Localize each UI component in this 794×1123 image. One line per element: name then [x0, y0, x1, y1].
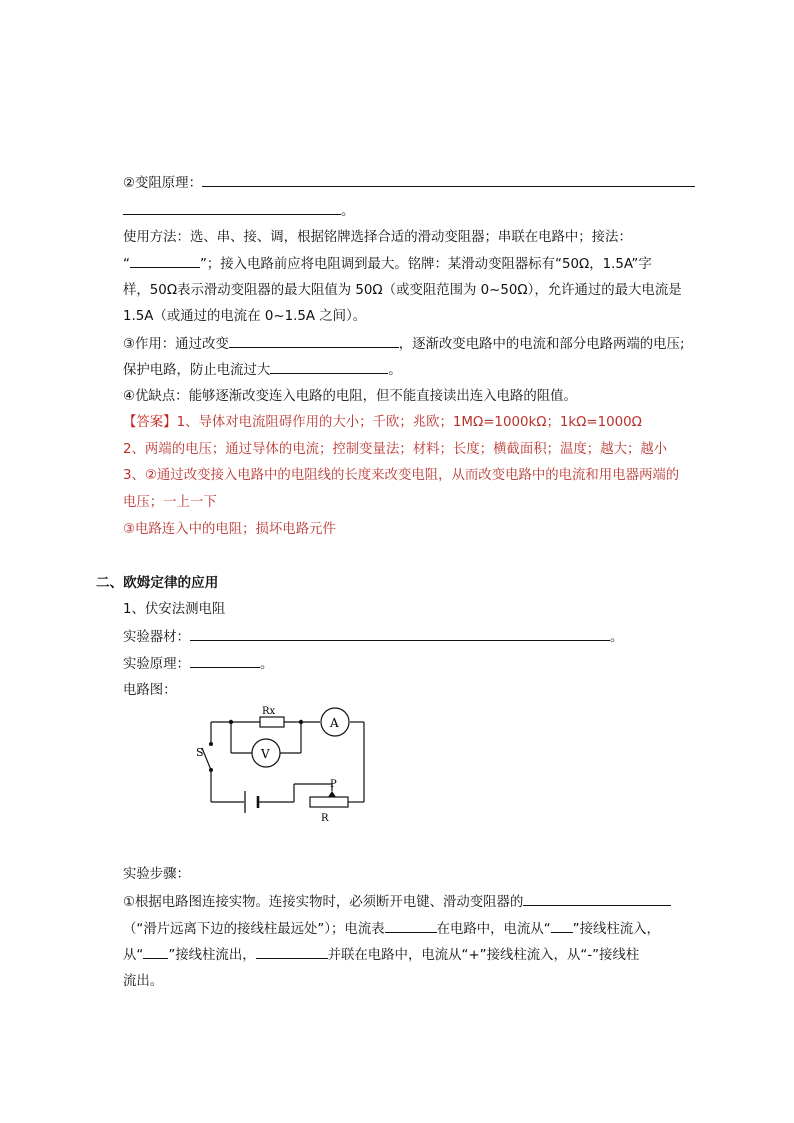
step1-line-2: （“滑片远离下边的接线柱最远处”）；电流表 在电路中，电流从“ ”接线柱流入，	[123, 918, 660, 941]
function-line: ③作用：通过改变 ，逐渐改变电路中的电流和部分电路两端的电压;	[123, 333, 684, 356]
slider-label: P	[330, 779, 337, 790]
function-blank[interactable]	[229, 333, 399, 348]
section-title: 二、欧姆定律的应用	[96, 575, 219, 591]
usage-line-2: “ ”；接入电路前应将电阻调到最大。铭牌：某滑动变阻器标有“50Ω，1.5A”字	[123, 253, 652, 276]
slider-arrow-icon	[328, 791, 336, 797]
step1-line-4: 流出。	[123, 974, 164, 989]
principle-line-2: 。	[123, 200, 354, 223]
equipment-blank[interactable]	[190, 626, 610, 641]
principle-line	[123, 172, 695, 195]
usage-line-4: 1.5A（或通过的电流在 0~1.5A 之间）。	[123, 309, 367, 324]
junction-dot	[209, 742, 213, 746]
voltmeter-blank[interactable]	[256, 944, 328, 959]
principle-blank[interactable]	[202, 172, 695, 187]
voltmeter-label: V	[261, 747, 270, 761]
equipment-line: 实验器材： 。	[123, 626, 623, 649]
rheostat-icon	[310, 797, 348, 807]
battery-icon	[245, 791, 258, 813]
principle-blank-2[interactable]	[123, 200, 341, 215]
junction-dot	[229, 720, 233, 724]
usage-line-3: 样，50Ω表示滑动变阻器的最大阻值为 50Ω（或变阻范围为 0~50Ω），允许通过的最大电流是	[123, 283, 682, 298]
answer-line-4: 电压；一上一下	[123, 495, 217, 510]
answer-line-2: 2、两端的电压；通过导体的电流；控制变量法；材料；长度；横截面积；温度；越大；越小	[123, 442, 668, 457]
steps-label: 实验步骤：	[123, 867, 190, 882]
answer-line-5: ③电路连入中的电阻；损坏电路元件	[123, 522, 336, 537]
step1-line-1: ①根据电路图连接实物。连接实物时，必须断开电键、滑动变阻器的	[123, 891, 671, 914]
resistor-rx-icon	[260, 717, 284, 727]
answer-line-1: 【答案】1、导体对电流阻碍作用的大小；千欧；兆欧；1MΩ=1000kΩ；1kΩ=1000Ω	[123, 415, 642, 430]
current-in-blank[interactable]	[551, 918, 573, 933]
junction-dot	[299, 720, 303, 724]
circuit-diagram	[190, 700, 380, 830]
slider-position-blank[interactable]	[523, 891, 671, 906]
answer-line-3: 3、②通过改变接入电路中的电阻线的长度来改变电阻，从而改变电路中的电流和用电器两端的	[123, 468, 680, 483]
rheostat-label: R	[321, 813, 329, 824]
step1-line-3: 从“ ”接线柱流出， 并联在电路中，电流从“+”接线柱流入，从“-”接线柱	[123, 944, 639, 967]
principle2-line: 实验原理： 。	[123, 653, 273, 676]
experiment-principle-blank[interactable]	[190, 653, 260, 668]
ammeter-label: A	[330, 716, 339, 730]
function-line-2: 保护电路，防止电流过大 。	[123, 359, 402, 382]
answer-tag: 【答案】	[123, 415, 177, 430]
principle-label: ②变阻原理：	[123, 176, 202, 191]
pros-cons-line: ④优缺点：能够逐渐改变连入电路的电阻，但不能直接读出连入电路的阻值。	[123, 389, 577, 404]
subsection-title: 1、伏安法测电阻	[123, 602, 226, 617]
protect-blank[interactable]	[270, 359, 388, 374]
rx-label: Rx	[262, 706, 276, 717]
connection-blank[interactable]	[130, 253, 200, 268]
ammeter-connection-blank[interactable]	[385, 918, 437, 933]
current-out-blank[interactable]	[143, 944, 168, 959]
usage-line-1: 使用方法：选、串、接、调，根据铭牌选择合适的滑动变阻器；串联在电路中；接法：	[123, 230, 632, 245]
switch-label: S	[196, 746, 204, 759]
diagram-label: 电路图：	[123, 683, 177, 698]
